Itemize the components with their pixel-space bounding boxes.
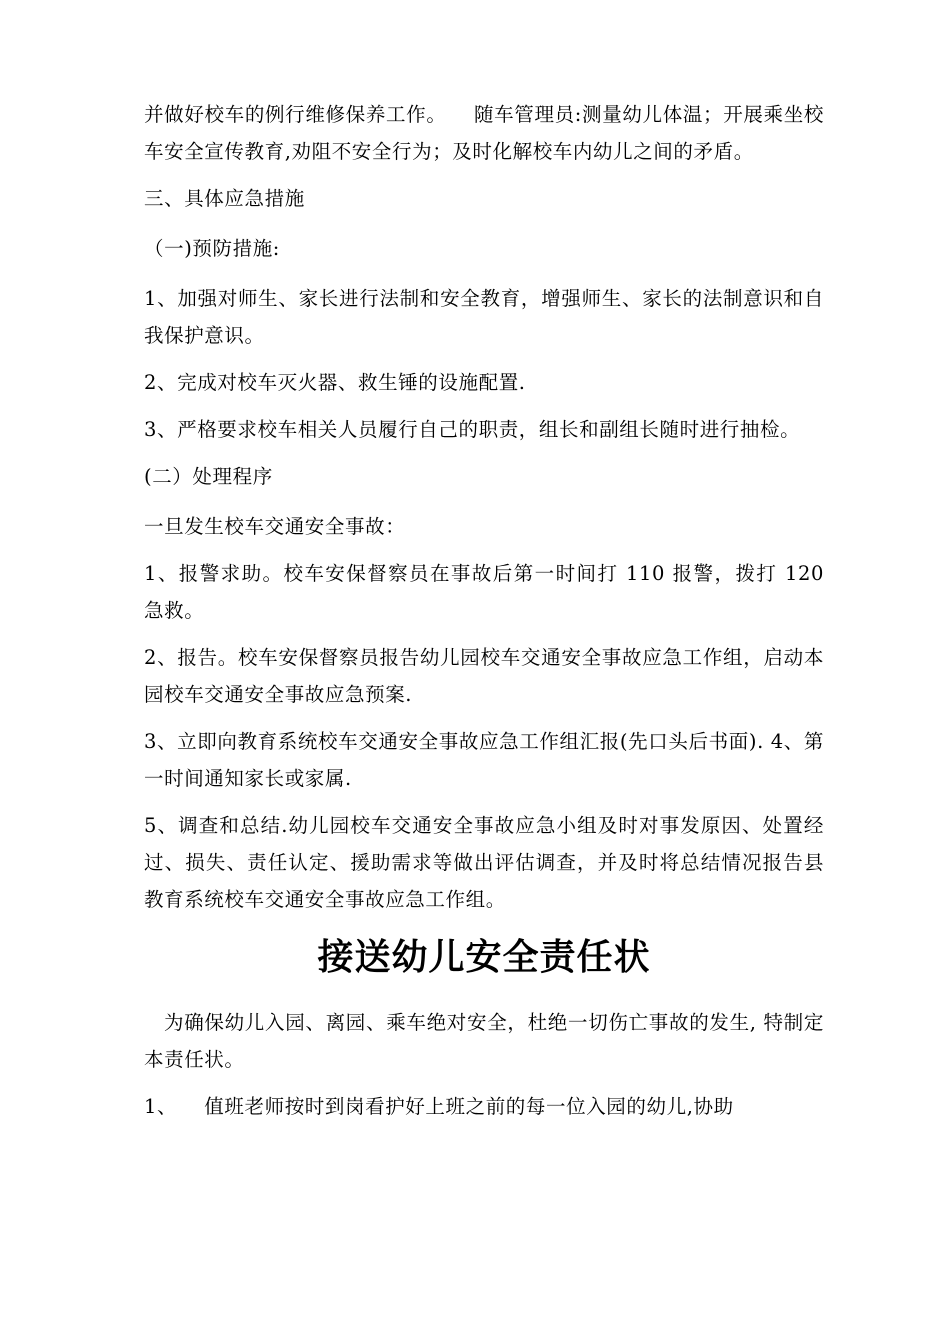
subheading-procedure: (二）处理程序 xyxy=(144,465,273,488)
list-item-prevention-3: 3、严格要求校车相关人员履行自己的职责，组长和副组长随时进行抽检。 xyxy=(144,418,801,441)
list-item-prevention-1: 1、加强对师生、家长进行法制和安全教育，增强师生、家长的法制意识和自我保护意识。 xyxy=(144,287,824,347)
paragraph-responsibility-intro: 为确保幼儿入园、离园、乘车绝对安全，杜绝一切伤亡事故的发生, 特制定本责任状。 xyxy=(144,1011,824,1071)
list-item-procedure-5: 5、调查和总结.幼儿园校车交通安全事故应急小组及时对事发原因、处置经过、损失、责任认定、援助需求等做出评估调查，并及时将总结情况报告县教育系统校车交通安全事故应急工作组。 xyxy=(144,814,824,911)
paragraph-school-bus-maintenance: 并做好校车的例行维修保养工作。 随车管理员:测量幼儿体温；开展乘坐校车安全宣传教育,劝阻不安全行为；及时化解校车内幼儿之间的矛盾。 xyxy=(144,103,824,163)
document-title: 接送幼儿安全责任状 xyxy=(317,937,651,978)
list-item-procedure-3: 3、立即向教育系统校车交通安全事故应急工作组汇报(先口头后书面). 4、第一时间通知家长或家属. xyxy=(144,730,824,790)
list-item-responsibility-1: 1、 值班老师按时到岗看护好上班之前的每一位入园的幼儿,协助 xyxy=(144,1095,734,1118)
list-item-procedure-1: 1、报警求助。校车安保督察员在事故后第一时间打 110 报警，拨打 120 急救。 xyxy=(144,562,831,622)
list-item-procedure-2: 2、报告。校车安保督察员报告幼儿园校车交通安全事故应急工作组，启动本园校车交通安全事故应急预案. xyxy=(144,646,824,706)
heading-emergency-measures: 三、具体应急措施 xyxy=(144,187,305,210)
document-page xyxy=(144,96,831,1135)
paragraph-accident-intro: 一旦发生校车交通安全事故： xyxy=(144,515,406,538)
list-item-prevention-2: 2、完成对校车灭火器、救生锤的设施配置. xyxy=(144,371,526,394)
subheading-prevention: （一)预防措施: xyxy=(144,237,280,260)
